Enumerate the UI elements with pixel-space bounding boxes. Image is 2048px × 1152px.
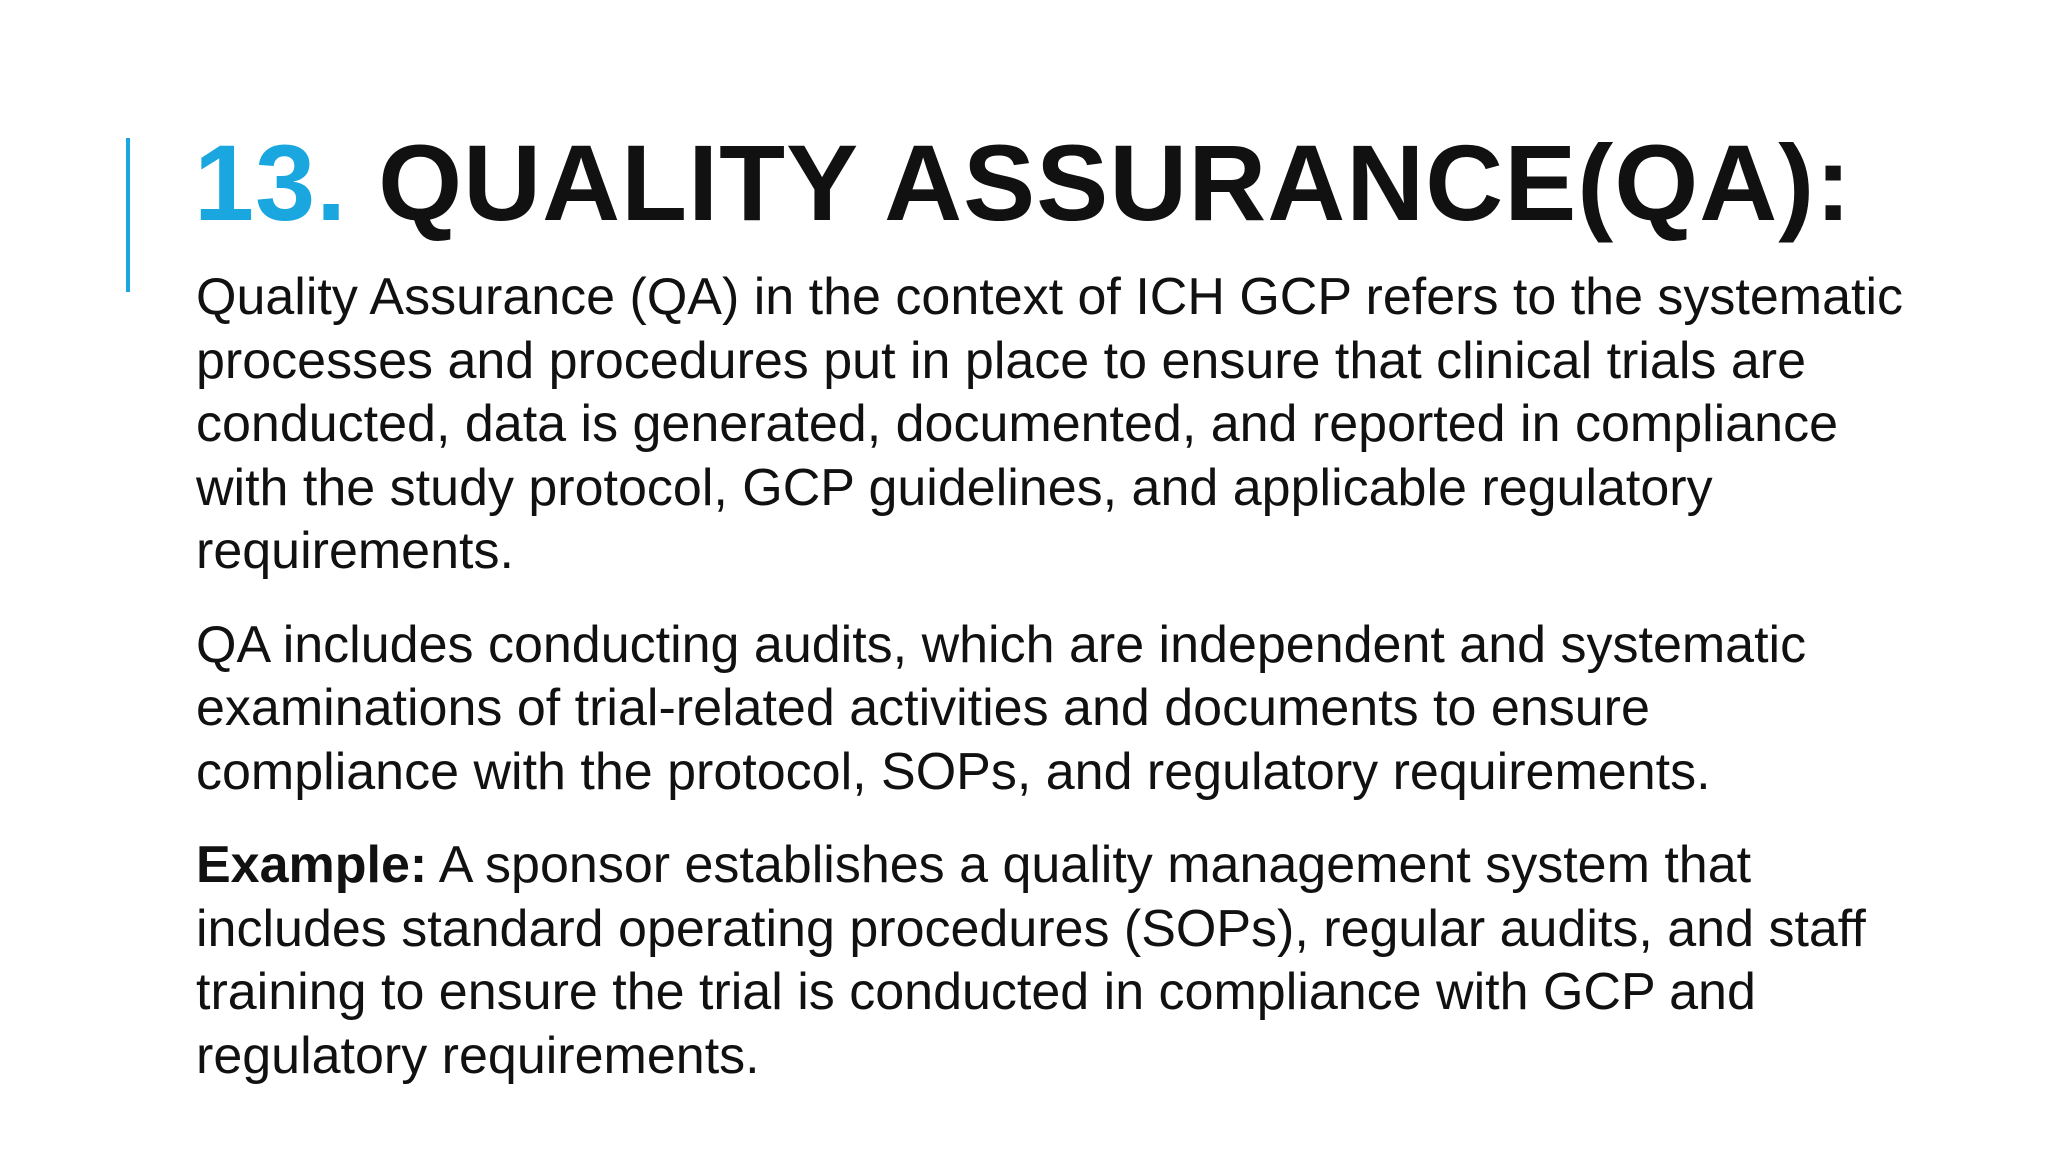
paragraph-audits [196,614,1956,805]
text-line: Quality Assurance (QA) in the context of ICH GCP refers to the systematic [196,268,1904,326]
text-line: examinations of trial-related activities and documents to ensure [196,679,1650,737]
paragraph-definition [196,266,1956,584]
accent-line [126,138,130,292]
text-line [196,834,1956,898]
example-label: Example: [196,836,428,894]
example-text: A sponsor establishes a quality management system that [427,836,1752,894]
title-number: 13. [194,122,348,243]
slide-title [194,118,1994,248]
text-line: requirements. [196,522,514,580]
slide-body [196,266,1956,1118]
text-line: regulatory requirements. [196,1026,760,1085]
title-text: QUALITY ASSURANCE(QA): [347,122,1853,243]
text-line: conducted, data is generated, documented, and reported in compliance [196,395,1838,453]
paragraph-example [196,834,1956,1088]
text-line: with the study protocol, GCP guidelines, and applicable regulatory [196,458,1713,517]
text-line: includes standard operating procedures (SOPs), regular audits, and staff [196,899,1866,958]
text-line: compliance with the protocol, SOPs, and regulatory requirements. [196,742,1711,801]
text-line: processes and procedures put in place to ensure that clinical trials are [196,331,1806,390]
text-line: training to ensure the trial is conducted in compliance with GCP and [196,963,1756,1021]
text-line: QA includes conducting audits, which are independent and systematic [196,615,1807,674]
